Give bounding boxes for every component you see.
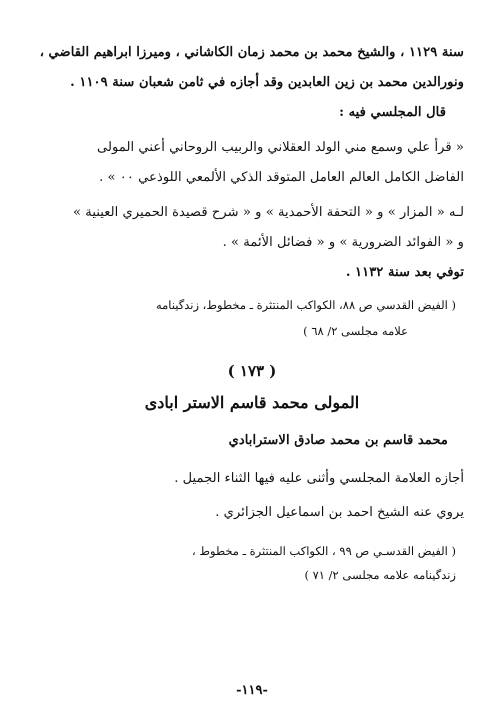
page-number: -١١٩- [236, 683, 268, 698]
death-note: توفي بعد سنة ١١٣٢ . [345, 265, 464, 280]
entry-number: ( ١٧٣ ) [227, 362, 277, 380]
statement-line: يروي عنه الشيخ احمد بن اسماعيل الجزائري . [215, 505, 464, 520]
source-citation: علامه مجلسى ٢/ ٦٨ ) [303, 324, 408, 338]
quote-line: الفاضل الكامل العالم العامل المتوقد الذكي الألمعي اللوذعي ٠٠ » . [99, 170, 464, 185]
source-citation: زندگينامه علامه مجلسى ٢/ ٧١ ) [304, 568, 456, 582]
quote-line: « قرأ علي وسمع مني الولد العقلاني والربيب الروحاني أعني المولى [97, 140, 464, 155]
statement-line: أجازه العلامة المجلسي وأثنى عليه فيها الثناء الجميل . [174, 471, 464, 486]
source-citation: ( الفيض القدسي ص ٨٨، الكواكب المنتثرة ـ مخطوط، زندگينامه [155, 298, 456, 312]
quote-intro: قال المجلسي فيه : [339, 105, 446, 120]
source-citation: ( الفيض القدسـي ص ٩٩ ، الكواكب المنتثرة ـ مخطوط ، [192, 544, 456, 558]
works-line: و « الفوائد الضرورية » و « فضائل الأئمة » . [222, 235, 464, 250]
paragraph-line: ونورالدين محمد بن زين العابدين وقد أجازه في ثامن شعبان سنة ١١٠٩ . [70, 75, 464, 90]
paragraph-line: سنة ١١٢٩ ، والشيخ محمد بن محمد زمان الكاشاني ، وميرزا ابراهيم القاضي ، [39, 45, 464, 60]
full-name: محمد قاسم بن محمد صادق الاسترابادي [228, 433, 448, 448]
entry-title: المولى محمد قاسم الاستر ابادى [144, 393, 360, 412]
works-line: لـه « المزار » و « التحفة الأحمدية » و « شرح قصيدة الحميري العينية » [73, 205, 464, 220]
